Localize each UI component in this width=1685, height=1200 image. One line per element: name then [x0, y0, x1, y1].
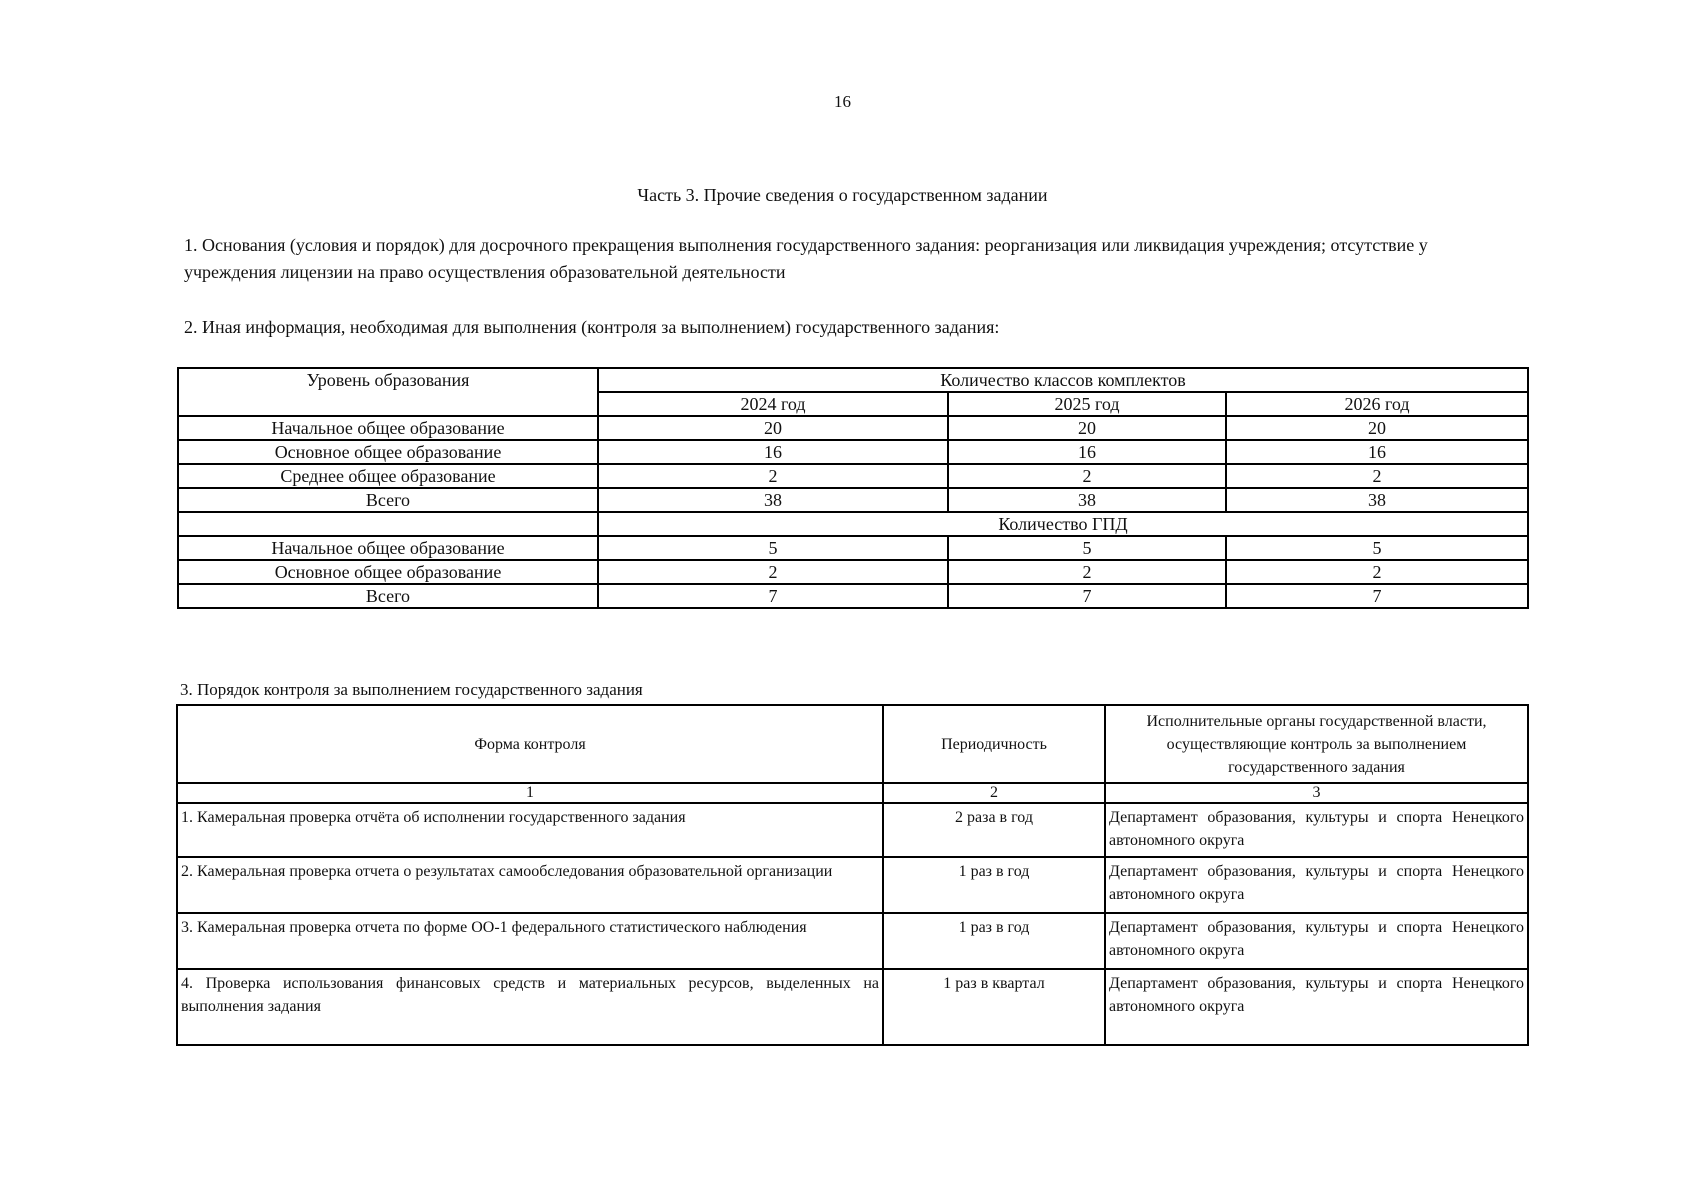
column-number: 1 [177, 783, 883, 803]
value-cell: 2 [598, 464, 948, 488]
table-total-row [178, 584, 1528, 608]
value-cell: 5 [1226, 536, 1528, 560]
value-cell: 38 [1226, 488, 1528, 512]
table-total-row [178, 488, 1528, 512]
level-cell: Всего [178, 584, 598, 608]
header-classes-count: Количество классов комплектов [598, 368, 1528, 392]
level-cell: Основное общее образование [178, 440, 598, 464]
organ-cell: Департамент образования, культуры и спорта Ненецкого автономного округа [1105, 857, 1528, 913]
form-cell: 2. Камеральная проверка отчета о результатах самообследования образовательной организации [177, 857, 883, 913]
level-cell: Всего [178, 488, 598, 512]
table-row [177, 857, 1528, 913]
table-row [177, 913, 1528, 969]
table-header-row [178, 368, 1528, 392]
form-cell: 3. Камеральная проверка отчета по форме ОО-1 федерального статистического наблюдения [177, 913, 883, 969]
value-cell: 2 [1226, 560, 1528, 584]
value-cell: 5 [598, 536, 948, 560]
table-header-row [177, 705, 1528, 783]
page-number: 16 [834, 92, 851, 111]
column-number: 2 [883, 783, 1105, 803]
table-row [177, 969, 1528, 1045]
part-title: Часть 3. Прочие сведения о государственном задании [637, 185, 1048, 205]
value-cell: 16 [1226, 440, 1528, 464]
value-cell: 20 [1226, 416, 1528, 440]
value-cell: 38 [948, 488, 1226, 512]
table-row [177, 803, 1528, 857]
period-cell: 1 раз в год [883, 913, 1105, 969]
value-cell: 20 [598, 416, 948, 440]
table-row [178, 416, 1528, 440]
table-gpd-header-row [178, 512, 1528, 536]
header-periodicity: Периодичность [883, 705, 1105, 783]
level-cell: Начальное общее образование [178, 416, 598, 440]
year-header: 2024 год [598, 392, 948, 416]
year-header: 2025 год [948, 392, 1226, 416]
year-header: 2026 год [1226, 392, 1528, 416]
header-form: Форма контроля [177, 705, 883, 783]
column-number: 3 [1105, 783, 1528, 803]
paragraph-control-order: 3. Порядок контроля за выполнением государственного задания [180, 680, 643, 699]
classes-table [177, 367, 1529, 609]
table-row [178, 560, 1528, 584]
form-cell: 4. Проверка использования финансовых средств и материальных ресурсов, выделенных на выполнения задания [177, 969, 883, 1045]
value-cell: 2 [598, 560, 948, 584]
form-cell: 1. Камеральная проверка отчёта об исполнении государственного задания [177, 803, 883, 857]
period-cell: 1 раз в квартал [883, 969, 1105, 1045]
value-cell: 2 [948, 560, 1226, 584]
level-cell: Начальное общее образование [178, 536, 598, 560]
control-table [176, 704, 1529, 1046]
header-organs: Исполнительные органы государственной власти, осуществляющие контроль за выполнением государственного задания [1105, 705, 1528, 783]
value-cell: 20 [948, 416, 1226, 440]
column-number-row [177, 783, 1528, 803]
value-cell: 16 [948, 440, 1226, 464]
table-row [178, 440, 1528, 464]
value-cell: 2 [1226, 464, 1528, 488]
empty-cell [178, 512, 598, 536]
value-cell: 5 [948, 536, 1226, 560]
value-cell: 7 [1226, 584, 1528, 608]
organ-cell: Департамент образования, культуры и спорта Ненецкого автономного округа [1105, 803, 1528, 857]
paragraph-other-info: 2. Иная информация, необходимая для выполнения (контроля за выполнением) государственного задания: [184, 317, 1000, 337]
organ-cell: Департамент образования, культуры и спорта Ненецкого автономного округа [1105, 969, 1528, 1045]
value-cell: 7 [598, 584, 948, 608]
header-level: Уровень образования [178, 368, 598, 416]
paragraph-termination-grounds: 1. Основания (условия и порядок) для досрочного прекращения выполнения государственного задания: реорганизация или ликвидация учреждения; отсутствие у учреждения лицензии на право осуществления образовательной деятельности [184, 235, 1428, 282]
level-cell: Основное общее образование [178, 560, 598, 584]
value-cell: 38 [598, 488, 948, 512]
value-cell: 7 [948, 584, 1226, 608]
period-cell: 1 раз в год [883, 857, 1105, 913]
value-cell: 2 [948, 464, 1226, 488]
value-cell: 16 [598, 440, 948, 464]
header-gpd-count: Количество ГПД [598, 512, 1528, 536]
level-cell: Среднее общее образование [178, 464, 598, 488]
table-row [178, 536, 1528, 560]
organ-cell: Департамент образования, культуры и спорта Ненецкого автономного округа [1105, 913, 1528, 969]
table-row [178, 464, 1528, 488]
period-cell: 2 раза в год [883, 803, 1105, 857]
